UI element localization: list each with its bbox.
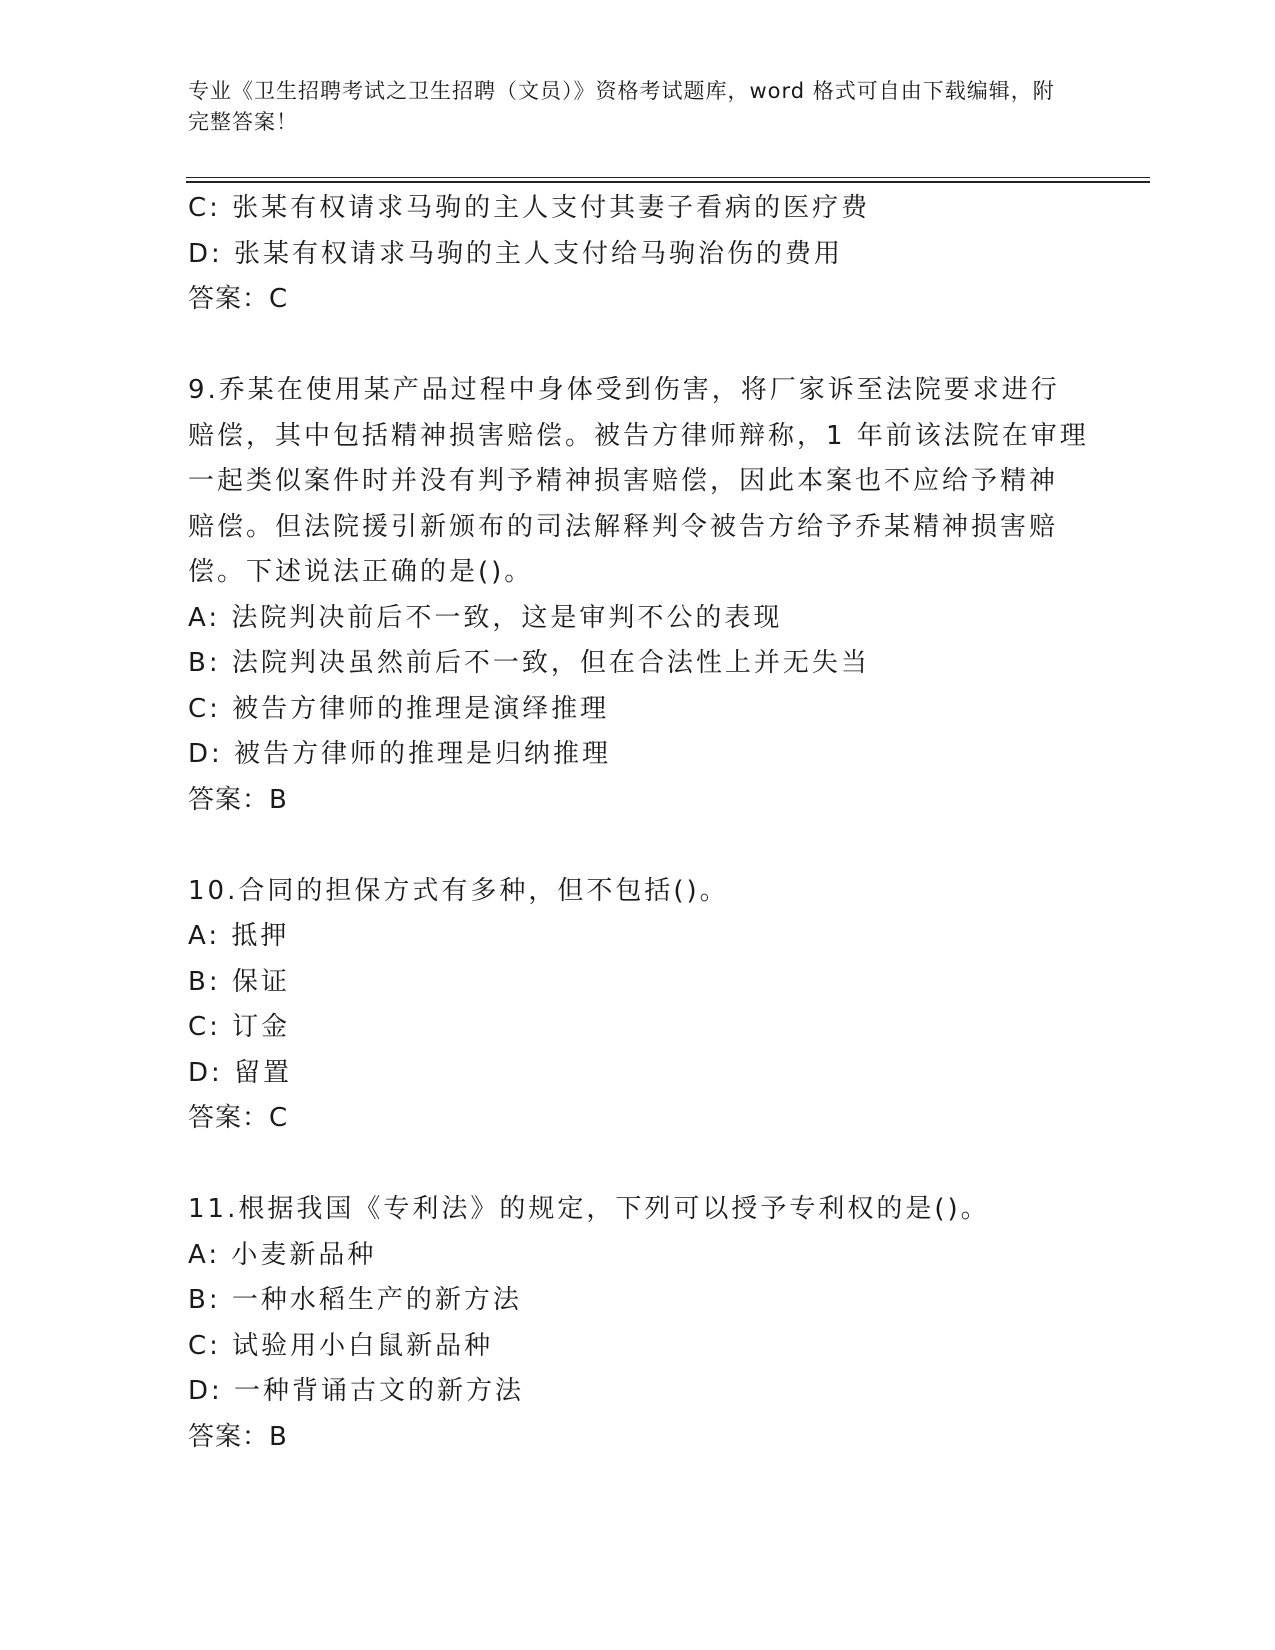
option-d: D: 张某有权请求马驹的主人支付给马驹治伤的费用 — [188, 238, 844, 269]
header-divider-thin — [186, 177, 1150, 178]
partial-question — [188, 186, 1088, 323]
question-10 — [188, 869, 1088, 1142]
answer-line: 答案：C — [188, 284, 289, 314]
option-c: C: 订金 — [188, 1012, 291, 1042]
spacer — [188, 823, 1088, 869]
option-a: A: 法院判决前后不一致，这是审判不公的表现 — [188, 602, 783, 633]
answer-line: 答案：B — [188, 784, 288, 815]
question-11 — [188, 1187, 1088, 1460]
question-stem-line: 偿。下述说法正确的是()。 — [188, 557, 534, 587]
question-stem-line: 10.合同的担保方式有多种，但不包括()。 — [188, 875, 729, 906]
document-content — [188, 186, 1088, 1460]
option-a: A: 抵押 — [188, 921, 290, 951]
answer-line: 答案：C — [188, 1103, 289, 1133]
option-b: B: 保证 — [188, 966, 290, 997]
option-d: D: 留置 — [188, 1057, 293, 1088]
spacer — [188, 323, 1088, 369]
question-9 — [188, 368, 1088, 823]
option-c: C: 试验用小白鼠新品种 — [188, 1330, 494, 1361]
option-d: D: 一种背诵古文的新方法 — [188, 1376, 525, 1406]
option-c: C: 张某有权请求马驹的主人支付其妻子看病的医疗费 — [188, 193, 871, 223]
question-stem-line: 11.根据我国《专利法》的规定，下列可以授予专利权的是()。 — [188, 1194, 990, 1224]
question-stem-line: 9.乔某在使用某产品过程中身体受到伤害，将厂家诉至法院要求进行 — [188, 375, 1060, 405]
option-b: B: 法院判决虽然前后不一致，但在合法性上并无失当 — [188, 648, 870, 678]
question-stem-line: 赔偿，其中包括精神损害赔偿。被告方律师辩称，1 年前该法院在审理 — [188, 420, 1089, 451]
question-stem-line: 一起类似案件时并没有判予精神损害赔偿，因此本案也不应给予精神 — [188, 466, 1059, 496]
spacer — [188, 1142, 1088, 1188]
option-b: B: 一种水稻生产的新方法 — [188, 1285, 522, 1315]
option-c: C: 被告方律师的推理是演绎推理 — [188, 693, 610, 724]
answer-line: 答案：B — [188, 1421, 288, 1452]
question-stem-line: 赔偿。但法院援引新颁布的司法解释判令被告方给予乔某精神损害赔 — [188, 511, 1059, 542]
option-d: D: 被告方律师的推理是归纳推理 — [188, 739, 612, 769]
header-divider-thick — [186, 181, 1150, 183]
page-header: 专业《卫生招聘考试之卫生招聘（文员）》资格考试题库，word 格式可自由下载编辑，附完整答案！ — [188, 79, 1055, 134]
option-a: A: 小麦新品种 — [188, 1239, 377, 1270]
